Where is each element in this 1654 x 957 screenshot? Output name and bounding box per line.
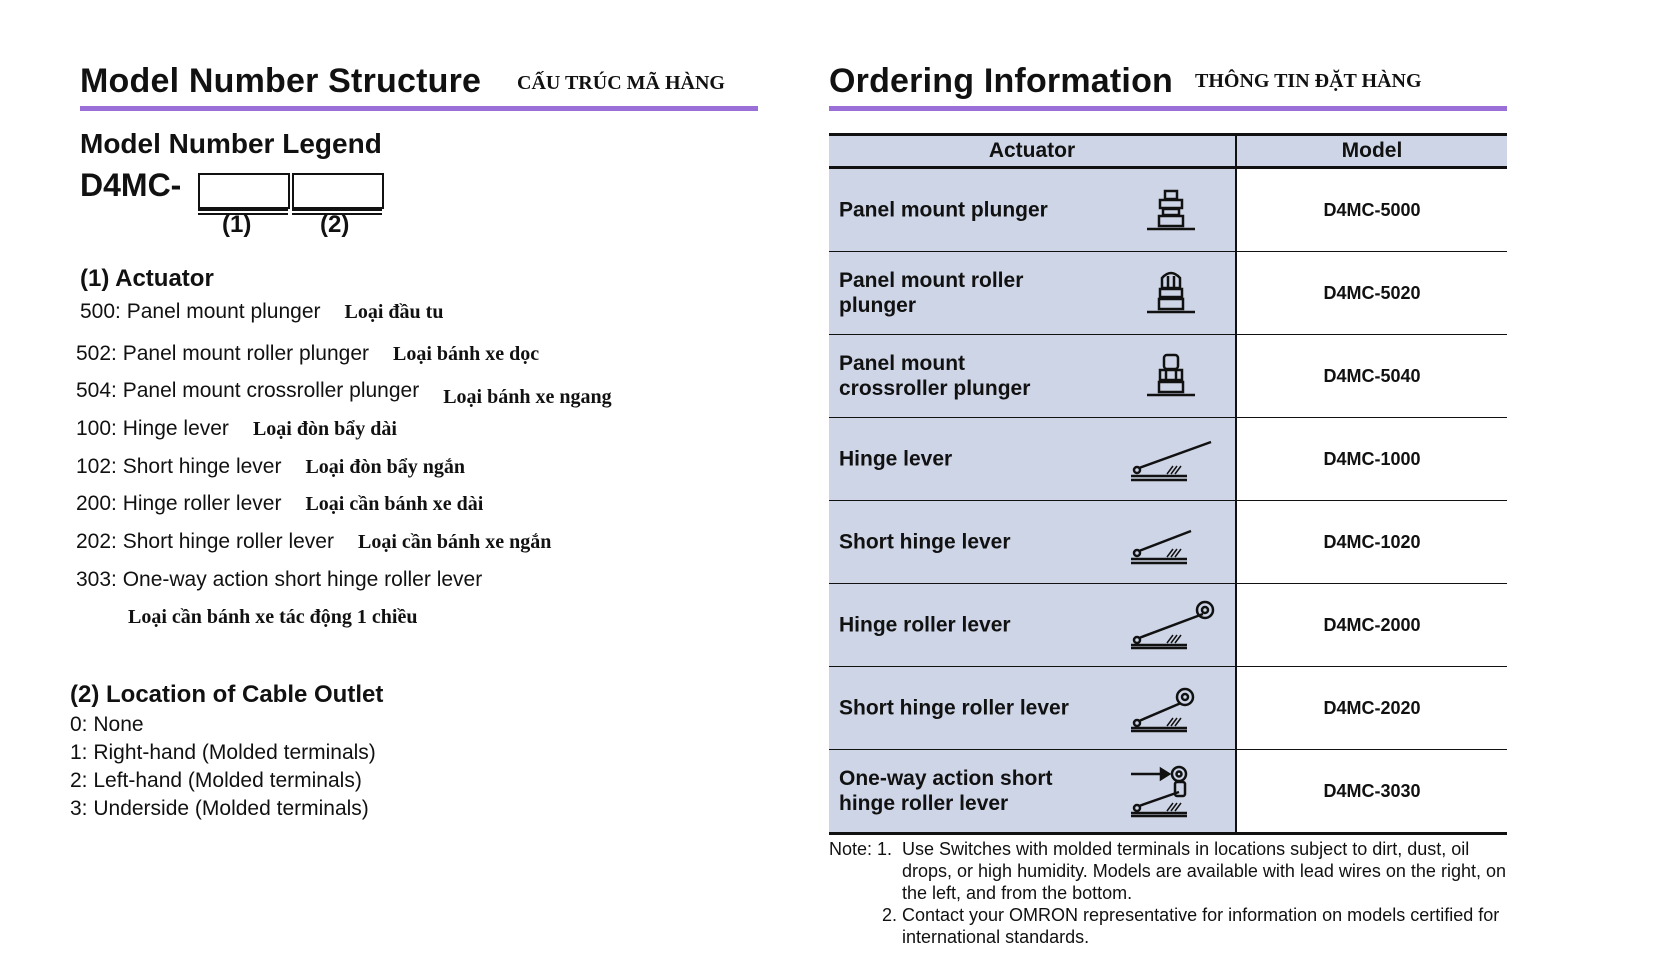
model-structure-title: Model Number Structure — [80, 62, 482, 100]
actuator-option: 200: Hinge roller lever Loại cần bánh xe dài — [76, 492, 484, 515]
model-cell: D4MC-5040 — [1236, 335, 1507, 418]
actuator-label: Short hinge lever — [839, 530, 1011, 554]
actuator-label: Hinge roller lever — [839, 613, 1011, 637]
actuator-label: Panel mount plunger — [839, 198, 1048, 222]
cable-option: 2: Left-hand (Molded terminals) — [70, 769, 362, 792]
code-box-2 — [292, 173, 384, 209]
left-title-rule — [80, 106, 758, 111]
legend-title: Model Number Legend — [80, 128, 382, 159]
model-column-header: Model — [1236, 135, 1507, 168]
model-cell: D4MC-3030 — [1236, 750, 1507, 834]
right-title-rule — [829, 106, 1507, 111]
actuator-cell — [829, 168, 1236, 252]
cable-heading: (2) Location of Cable Outlet — [70, 681, 384, 708]
table-row — [829, 252, 1507, 335]
model-cell: D4MC-5020 — [1236, 252, 1507, 335]
actuator-option: 100: Hinge lever Loại đòn bẩy dài — [76, 417, 397, 440]
panel-plunger-icon — [1127, 185, 1217, 235]
note-item — [829, 904, 1519, 948]
actuator-label: Panel mount crossroller plunger — [839, 352, 1031, 400]
short-hinge-lever-icon — [1127, 517, 1217, 567]
ordering-table — [829, 133, 1507, 835]
actuator-option: 303: One-way action short hinge roller lever — [76, 568, 483, 591]
table-row — [829, 584, 1507, 667]
one-way-roller-lever-icon — [1127, 764, 1217, 818]
roller-plunger-icon — [1127, 268, 1217, 318]
model-cell: D4MC-1000 — [1236, 418, 1507, 501]
note-label: Note: 1. — [829, 839, 893, 859]
actuator-label: Panel mount roller plunger — [839, 269, 1024, 317]
table-row — [829, 750, 1507, 834]
actuator-cell — [829, 418, 1236, 501]
code-box-1-label: (1) — [222, 211, 252, 238]
actuator-option: 504: Panel mount crossroller plunger Loại bánh xe ngang — [76, 379, 612, 408]
table-row — [829, 168, 1507, 252]
code-box-1 — [198, 173, 290, 209]
actuator-option: 500: Panel mount plunger Loại đầu tu — [80, 300, 444, 323]
short-hinge-roller-lever-icon — [1127, 683, 1217, 733]
hinge-lever-icon — [1127, 434, 1217, 484]
actuator-label: Hinge lever — [839, 447, 953, 471]
actuator-cell — [829, 501, 1236, 584]
table-row — [829, 667, 1507, 750]
note-text: Use Switches with molded terminals in locations subject to dirt, dust, oil drops, or high humidity. Models are available with lead wires on the right, on the left, and from the bottom. — [902, 839, 1506, 903]
model-cell: D4MC-2000 — [1236, 584, 1507, 667]
table-row — [829, 335, 1507, 418]
actuator-cell — [829, 335, 1236, 418]
actuator-option: 202: Short hinge roller lever Loại cần bánh xe ngắn — [76, 530, 552, 553]
note-item — [829, 838, 1519, 904]
crossroller-plunger-icon — [1127, 351, 1217, 401]
actuator-heading: (1) Actuator — [80, 265, 214, 292]
model-structure-title-vn: CẤU TRÚC MÃ HÀNG — [517, 72, 725, 94]
actuator-label: One-way action short hinge roller lever — [839, 767, 1053, 815]
code-box-2-label: (2) — [320, 211, 350, 238]
table-row — [829, 501, 1507, 584]
actuator-cell — [829, 252, 1236, 335]
model-cell: D4MC-1020 — [1236, 501, 1507, 584]
model-cell: D4MC-5000 — [1236, 168, 1507, 252]
hinge-roller-lever-icon — [1127, 600, 1217, 650]
actuator-cell — [829, 667, 1236, 750]
notes — [829, 838, 1519, 948]
actuator-option: 502: Panel mount roller plunger Loại bánh xe dọc — [76, 342, 540, 365]
actuator-cell — [829, 584, 1236, 667]
cable-option: 1: Right-hand (Molded terminals) — [70, 741, 376, 764]
model-prefix: D4MC- — [80, 167, 182, 203]
actuator-option: 102: Short hinge lever Loại đòn bẩy ngắn — [76, 455, 465, 478]
table-row — [829, 418, 1507, 501]
cable-option: 3: Underside (Molded terminals) — [70, 797, 369, 820]
actuator-column-header: Actuator — [829, 135, 1236, 168]
ordering-title: Ordering Information — [829, 62, 1173, 100]
model-cell: D4MC-2020 — [1236, 667, 1507, 750]
note-number: 2. — [881, 905, 897, 925]
cable-option: 0: None — [70, 713, 144, 736]
actuator-option-vn: Loại cần bánh xe tác động 1 chiều — [128, 606, 418, 628]
note-text: Contact your OMRON representative for information on models certified for international standards. — [902, 905, 1500, 947]
actuator-label: Short hinge roller lever — [839, 696, 1069, 720]
table-header-row — [829, 135, 1507, 168]
actuator-cell — [829, 750, 1236, 834]
ordering-title-vn: THÔNG TIN ĐẶT HÀNG — [1195, 70, 1422, 92]
